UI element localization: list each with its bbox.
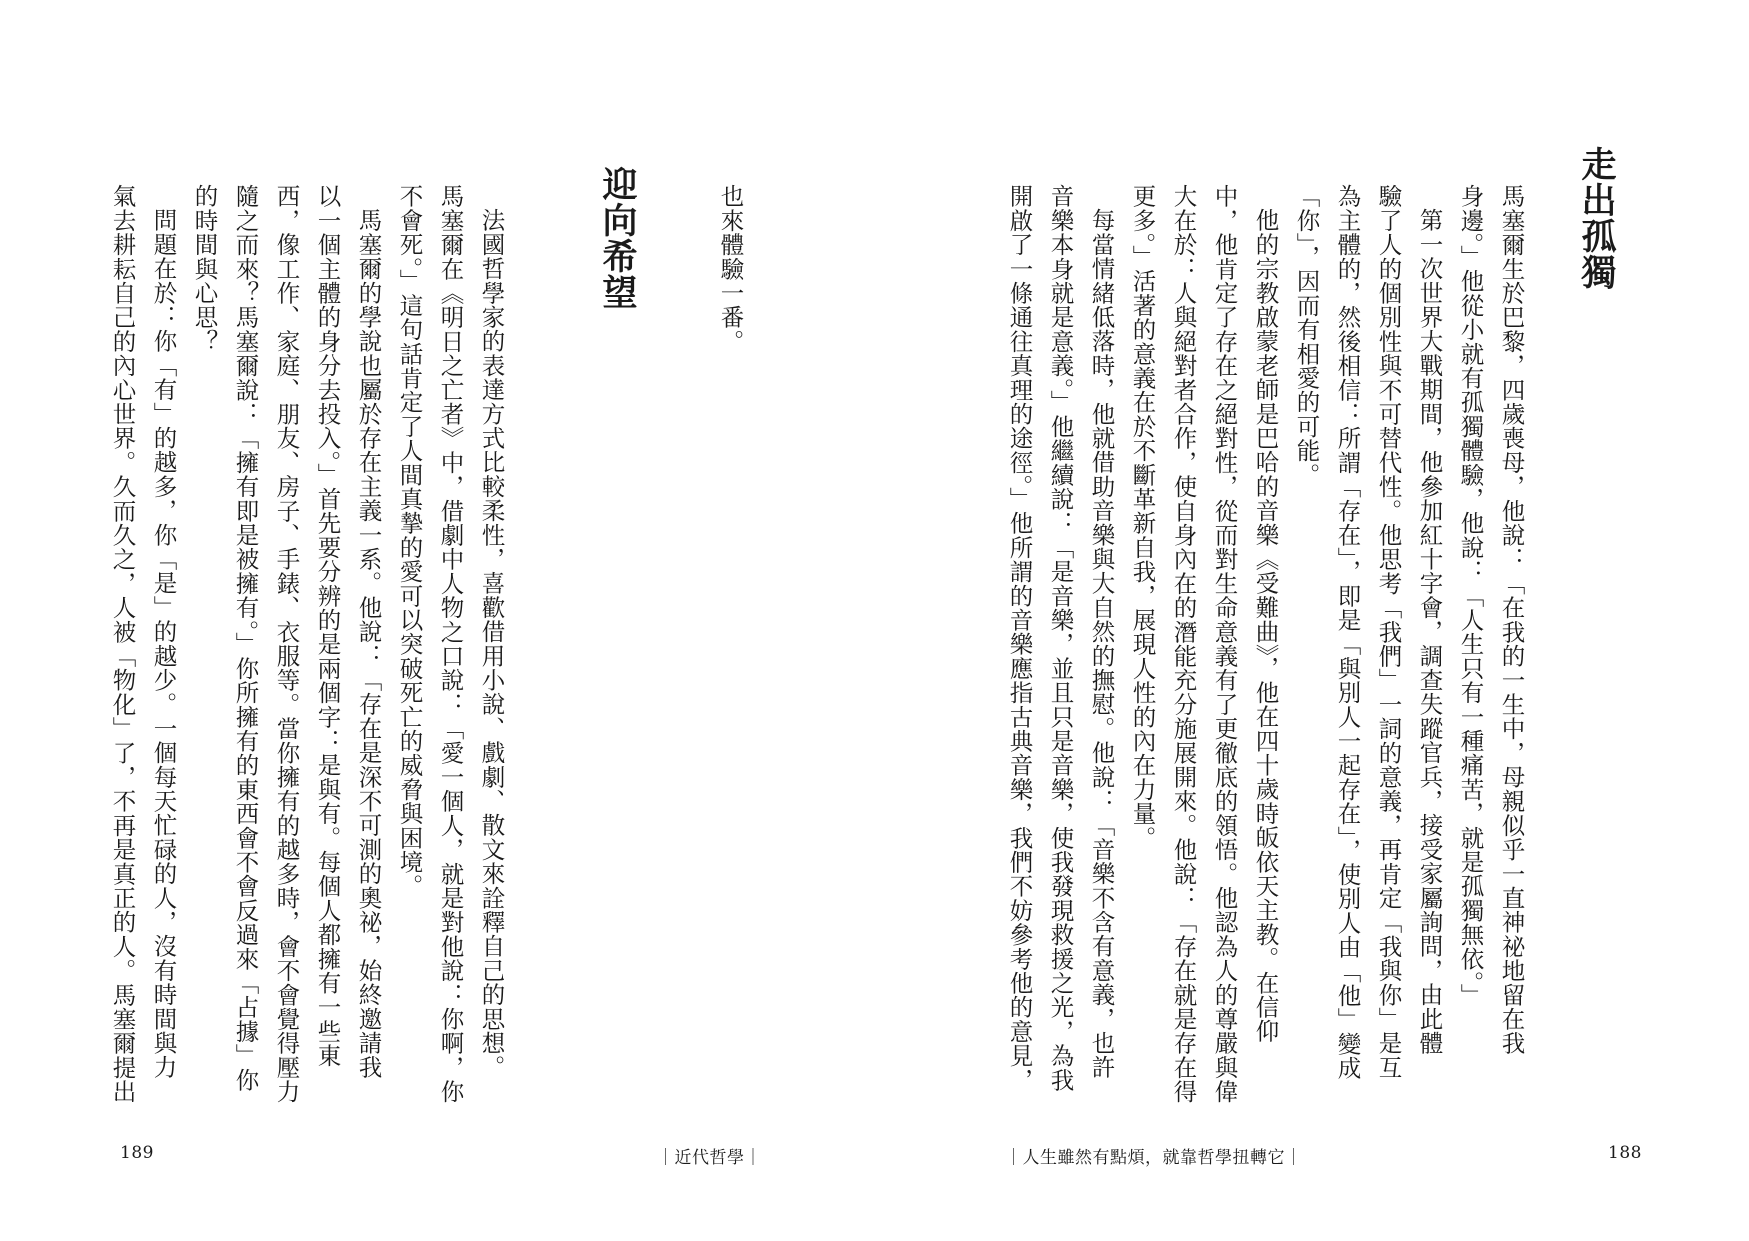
continuation-line: 也來體驗一番。 bbox=[716, 184, 745, 354]
body-line: 不會死。」這句話肯定了人間真摯的愛可以突破死亡的威脅與困境。 bbox=[395, 184, 424, 899]
body-line: 馬塞爾生於巴黎，四歲喪母，他說：「在我的一生中，母親似乎一直神祕地留在我 bbox=[1497, 184, 1526, 1056]
body-line: 中，他肯定了存在之絕對性，從而對生命意義有了更徹底的領悟。他認為人的尊嚴與偉 bbox=[1210, 184, 1239, 1104]
body-line: 驗了人的個別性與不可替代性。他思考「我們」一詞的意義，再肯定「我與你」是互 bbox=[1374, 184, 1403, 1080]
body-line: 氣去耕耘自己的內心世界。久而久之，人被「物化」了，不再是真正的人。馬塞爾提出 bbox=[108, 184, 137, 1104]
body-line: 音樂本身就是意義。」他繼續說：「是音樂，並且只是音樂，使我發現救援之光，為我 bbox=[1046, 184, 1075, 1092]
section-heading-yingxiang-xiwang: 迎向希望 bbox=[597, 166, 637, 310]
body-line: 馬塞爾在《明日之亡者》中，借劇中人物之口說：「愛一個人，就是對他說：你啊，你 bbox=[436, 184, 465, 1104]
body-line: 馬塞爾的學說也屬於存在主義一系。他說：「存在是深不可測的奧祕，始終邀請我 bbox=[354, 208, 383, 1080]
body-line: 的時間與心思？ bbox=[190, 184, 219, 354]
body-line: 以一個主體的身分去投入。」首先要分辨的是兩個字：是與有。每個人都擁有一些東 bbox=[313, 184, 342, 1068]
body-line: 隨之而來？馬塞爾說：「擁有即是被擁有。」你所擁有的東西會不會反過來「占據」你 bbox=[231, 184, 260, 1092]
body-line: 「你」，因而有相愛的可能。 bbox=[1292, 184, 1321, 487]
body-line: 開啟了一條通往真理的途徑。」他所謂的音樂應指古典音樂，我們不妨參考他的意見， bbox=[1005, 184, 1034, 1092]
body-line: 西，像工作、家庭、朋友、房子、手錶、衣服等。當你擁有的越多時，會不會覺得壓力 bbox=[272, 184, 301, 1104]
body-line: 每當情緒低落時，他就借助音樂與大自然的撫慰。他說：「音樂不含有意義，也許 bbox=[1087, 208, 1116, 1080]
section-heading-zouchu-gudu: 走出孤獨 bbox=[1576, 146, 1616, 290]
body-line: 身邊。」他從小就有孤獨體驗，他說：「人生只有一種痛苦，就是孤獨無依。」 bbox=[1456, 184, 1485, 1008]
body-line: 問題在於：你「有」的越多，你「是」的越少。一個每天忙碌的人，沒有時間與力 bbox=[149, 208, 178, 1080]
running-title: ｜近代哲學｜ bbox=[657, 1148, 762, 1168]
body-line: 他的宗教啟蒙老師是巴哈的音樂《受難曲》，他在四十歲時皈依天主教。在信仰 bbox=[1251, 208, 1280, 1044]
body-line: 為主體的，然後相信：所謂「存在」，即是「與別人一起存在」，使別人由「他」變成 bbox=[1333, 184, 1362, 1081]
body-line: 法國哲學家的表達方式比較柔性，喜歡借用小說、戲劇、散文來詮釋自己的思想。 bbox=[477, 208, 506, 1080]
page-number: 188 bbox=[1608, 1143, 1642, 1163]
body-line: 第一次世界大戰期間，他參加紅十字會，調查失蹤官兵，接受家屬詢問，由此體 bbox=[1415, 208, 1444, 1055]
page-number: 189 bbox=[120, 1143, 154, 1163]
running-title: ｜人生雖然有點煩，就靠哲學扭轉它｜ bbox=[1005, 1148, 1303, 1168]
body-line: 大在於：人與絕對者合作，使自身內在的潛能充分施展開來。他說：「存在就是存在得 bbox=[1169, 184, 1198, 1104]
body-line: 更多。」活著的意義在於不斷革新自我，展現人性的內在力量。 bbox=[1128, 184, 1157, 850]
